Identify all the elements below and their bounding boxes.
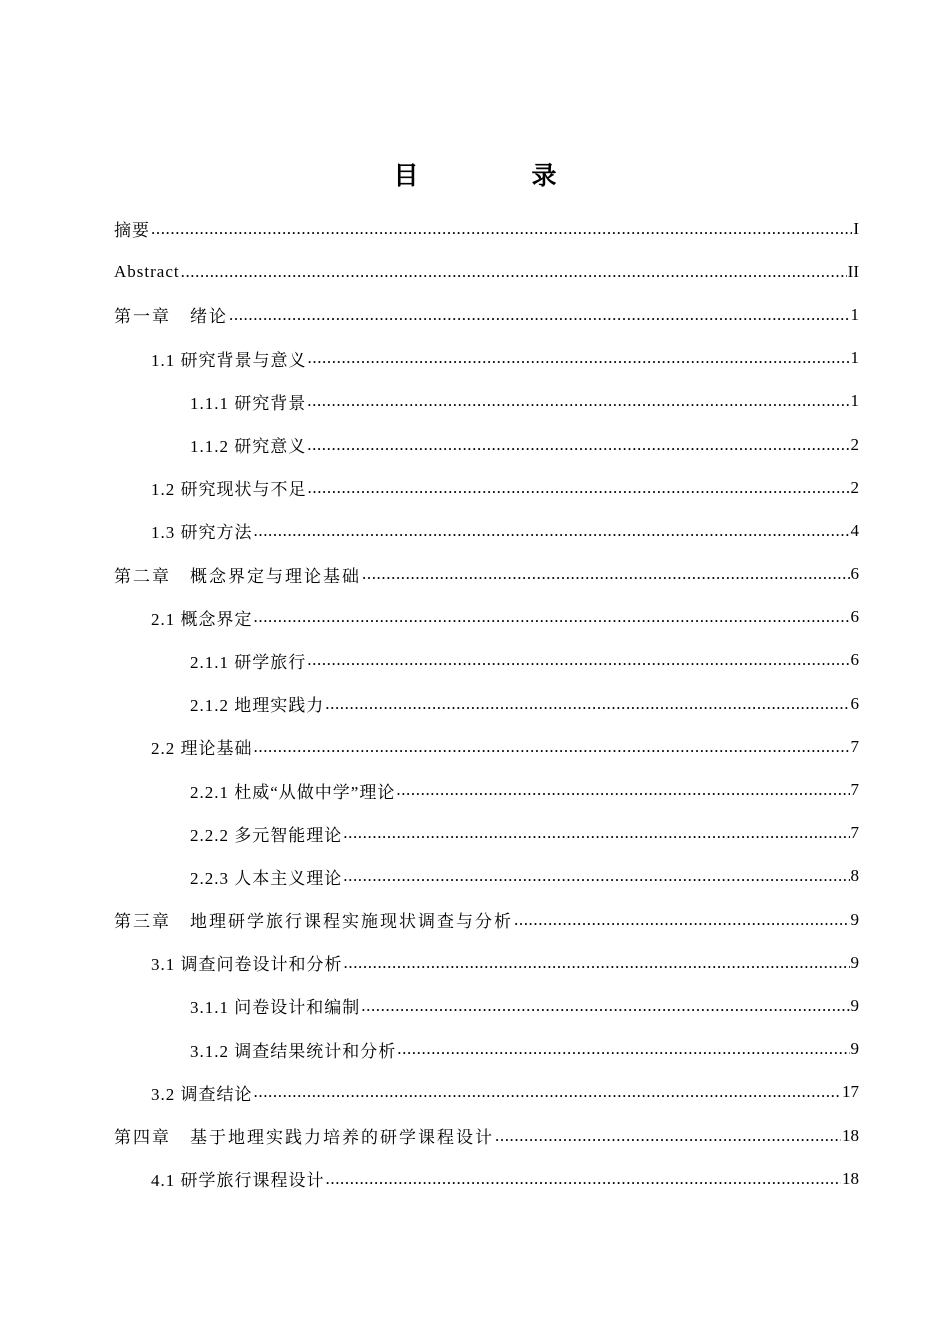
toc-dot-leader <box>151 219 852 239</box>
table-of-contents <box>114 207 859 1200</box>
toc-page-number: 4 <box>850 520 859 540</box>
toc-dot-leader <box>343 823 849 843</box>
toc-dot-leader <box>254 607 850 627</box>
toc-dot-leader <box>495 1126 841 1146</box>
toc-dot-leader <box>229 305 850 325</box>
toc-entry-title: 第二章 概念界定与理论基础 <box>114 566 361 586</box>
toc-page-number: 17 <box>842 1082 859 1102</box>
toc-entry-title: 2.1.1 研学旅行 <box>190 652 307 672</box>
toc-page-number: II <box>847 261 859 281</box>
toc-entry[interactable] <box>114 380 859 423</box>
toc-entry-title: 1.1.1 研究背景 <box>190 393 307 413</box>
toc-page-number: 8 <box>850 866 859 886</box>
toc-entry[interactable] <box>114 855 859 898</box>
toc-dot-leader <box>254 521 850 541</box>
page-title: 目 录 <box>393 161 601 190</box>
toc-entry[interactable] <box>114 553 859 596</box>
toc-entry-title: 1.1 研究背景与意义 <box>151 350 307 370</box>
toc-entry[interactable] <box>114 1157 859 1200</box>
toc-dot-leader <box>254 1082 842 1102</box>
toc-entry[interactable] <box>114 509 859 552</box>
toc-dot-leader <box>307 391 849 411</box>
toc-entry[interactable] <box>114 207 859 250</box>
toc-entry-title: 4.1 研学旅行课程设计 <box>151 1171 325 1191</box>
toc-page-number: 6 <box>850 650 859 670</box>
toc-page-number: 1 <box>850 304 859 324</box>
toc-entry-title: 2.1 概念界定 <box>151 609 253 629</box>
toc-entry[interactable] <box>114 250 859 293</box>
toc-entry-title: 1.1.2 研究意义 <box>190 437 307 457</box>
toc-entry[interactable] <box>114 682 859 725</box>
toc-dot-leader <box>325 694 849 714</box>
toc-entry[interactable] <box>114 337 859 380</box>
toc-dot-leader <box>343 866 849 886</box>
toc-page-number: 2 <box>850 434 859 454</box>
toc-dot-leader <box>396 780 849 800</box>
toc-page-number: 6 <box>850 693 859 713</box>
toc-page-number: 1 <box>850 391 859 411</box>
toc-entry[interactable] <box>114 941 859 984</box>
toc-page-number: 1 <box>850 348 859 368</box>
toc-dot-leader <box>308 348 850 368</box>
toc-dot-leader <box>308 478 850 498</box>
toc-entry-title: 1.3 研究方法 <box>151 523 253 543</box>
toc-page-number: 9 <box>850 995 859 1015</box>
toc-entry-title: 3.1.1 问卷设计和编制 <box>190 998 361 1018</box>
toc-dot-leader <box>254 737 850 757</box>
toc-entry[interactable] <box>114 725 859 768</box>
toc-entry[interactable] <box>114 596 859 639</box>
toc-dot-leader <box>326 1169 842 1189</box>
toc-entry-title: 2.2 理论基础 <box>151 739 253 759</box>
toc-page-number: 9 <box>850 1039 859 1059</box>
toc-dot-leader <box>307 650 849 670</box>
toc-entry-title: 摘要 <box>114 221 150 241</box>
toc-page-number: 9 <box>850 909 859 929</box>
toc-dot-leader <box>307 435 849 455</box>
toc-entry-title: 2.2.1 杜威“从做中学”理论 <box>190 782 396 802</box>
toc-page-number: 6 <box>850 564 859 584</box>
toc-entry-title: 2.2.3 人本主义理论 <box>190 868 343 888</box>
toc-dot-leader <box>344 953 850 973</box>
toc-entry-title: 3.1.2 调查结果统计和分析 <box>190 1041 397 1061</box>
toc-entry[interactable] <box>114 293 859 336</box>
toc-page-number: 18 <box>842 1125 859 1145</box>
toc-page-number: I <box>853 218 859 238</box>
toc-entry[interactable] <box>114 466 859 509</box>
toc-dot-leader <box>397 1039 849 1059</box>
toc-entry-title: 2.2.2 多元智能理论 <box>190 825 343 845</box>
toc-entry[interactable] <box>114 768 859 811</box>
toc-entry[interactable] <box>114 1071 859 1114</box>
toc-page-number: 2 <box>850 477 859 497</box>
toc-page-number: 6 <box>850 607 859 627</box>
toc-entry[interactable] <box>114 1114 859 1157</box>
toc-entry-title: 第四章 基于地理实践力培养的研学课程设计 <box>114 1128 494 1148</box>
toc-entry[interactable] <box>114 423 859 466</box>
toc-entry-title: 2.1.2 地理实践力 <box>190 696 325 716</box>
toc-page-number: 9 <box>850 952 859 972</box>
toc-entry-title: 第一章 绪论 <box>114 307 228 327</box>
toc-dot-leader <box>181 262 847 282</box>
toc-entry[interactable] <box>114 1028 859 1071</box>
toc-page-number: 7 <box>850 823 859 843</box>
toc-entry[interactable] <box>114 898 859 941</box>
toc-page-number: 18 <box>842 1168 859 1188</box>
toc-entry[interactable] <box>114 984 859 1027</box>
toc-entry-title: 第三章 地理研学旅行课程实施现状调查与分析 <box>114 912 513 932</box>
toc-dot-leader <box>362 564 850 584</box>
toc-entry[interactable] <box>114 639 859 682</box>
toc-entry-title: 3.1 调查问卷设计和分析 <box>151 955 343 975</box>
toc-page-number: 7 <box>850 780 859 800</box>
toc-entry-title: Abstract <box>114 261 180 281</box>
toc-page-number: 7 <box>850 736 859 756</box>
toc-entry-title: 3.2 调查结论 <box>151 1084 253 1104</box>
toc-entry-title: 1.2 研究现状与不足 <box>151 480 307 500</box>
toc-dot-leader <box>361 996 849 1016</box>
toc-entry[interactable] <box>114 812 859 855</box>
toc-dot-leader <box>514 910 850 930</box>
